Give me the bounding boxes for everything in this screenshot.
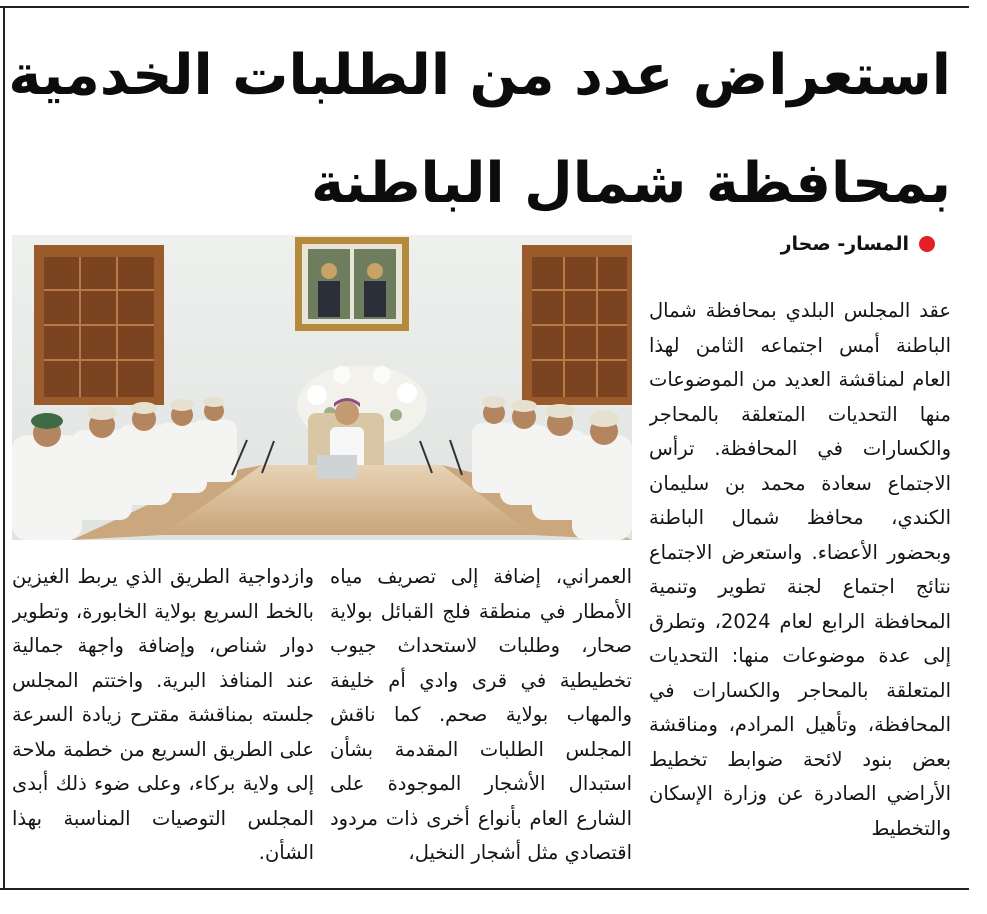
red-dot-icon — [919, 236, 935, 252]
article-headline: استعراض عدد من الطلبات الخدمية بمحافظة شمال الباطنة — [8, 43, 951, 216]
article-column-left — [12, 560, 314, 882]
top-rule — [0, 6, 969, 8]
article-byline — [781, 232, 935, 256]
bottom-rule — [0, 888, 969, 890]
article-column-right — [649, 294, 951, 884]
column-middle-text: العمراني، إضافة إلى تصريف مياه الأمطار في منطقة فلج القبائل بولاية صحار، وطلبات لاستحداث جيوب تخطيطية في قرى وادي أم خليفة والمهاب بولاية صحم. كما ناقش المجلس الطلبات المقدمة بشأن استبدال الأشجار الموجودة على الشارع العام بأنواع أخرى ذات مردود اقتصادي مثل أشجار النخيل، — [330, 565, 632, 864]
column-left-text: وازدواجية الطريق الذي يربط الغيزين بالخط السريع بولاية الخابورة، وتطوير دوار شناص، وإضافة واجهة جمالية عند المنافذ البرية. واختتم المجلس جلسته بمناقشة مقترح زيادة السرعة على الطريق السريع من خطمة ملاحة إلى ولاية بركاء، وعلى ضوء ذلك أبدى المجلس التوصيات المناسبة بهذا الشأن. — [12, 565, 314, 864]
column-right-text: عقد المجلس البلدي بمحافظة شمال الباطنة أمس اجتماعه الثامن لهذا العام لمناقشة العديد من الموضوعات منها التحديات المتعلقة بالمحاجر والكسارات في المحافظة. ترأس الاجتماع سعادة محمد بن سليمان الكندي، محافظ شمال الباطنة وبحضور الأعضاء. واستعرض الاجتماع نتائج اجتماع لجنة تطوير وتنمية المحافظة الرابع لعام 2024، وتطرق إلى عدة موضوعات منها: التحديات المتعلقة بالمحاجر والكسارات في المحافظة، وتأهيل المرادم، ومناقشة بعض بنود لائحة ضوابط تخطيط الأراضي الصادرة عن وزارة الإسكان والتخطيط — [649, 299, 951, 840]
meeting-photo — [12, 235, 632, 540]
left-rule — [3, 6, 5, 888]
meeting-photo-illustration — [12, 235, 632, 540]
byline-text: المسار- صحار — [780, 233, 909, 255]
article-column-middle — [330, 560, 632, 882]
